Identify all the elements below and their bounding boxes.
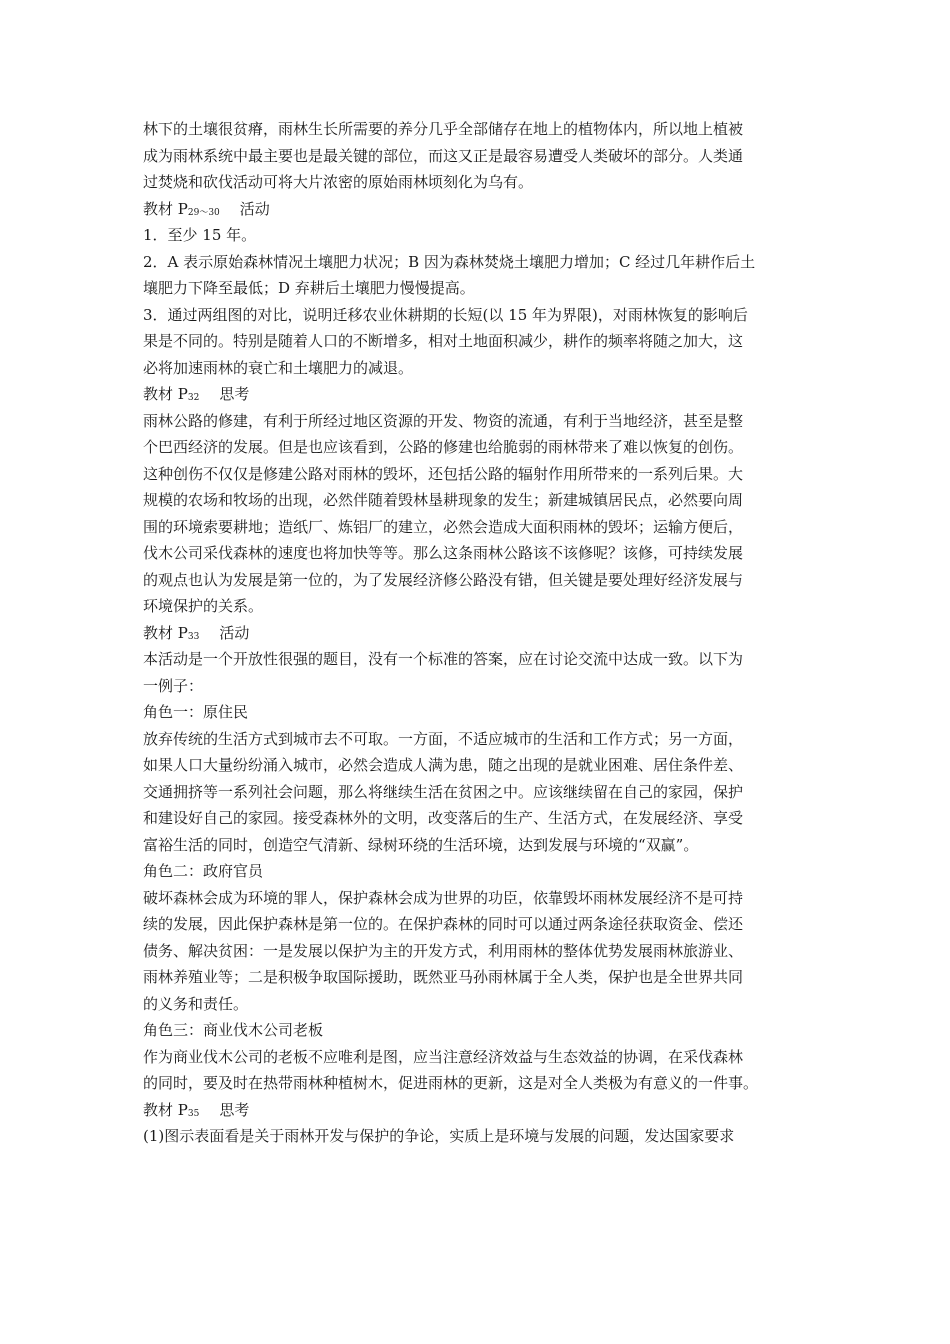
page-number-subscript: 32 — [187, 393, 200, 403]
text-line: 交通拥挤等一系列社会问题，那么将继续生活在贫困之中。应该继续留在自己的家园，保护 — [143, 782, 744, 801]
heading-prefix: 教材 P — [143, 623, 188, 642]
text-line: 成为雨林系统中最主要也是最关键的部位，而这又正是最容易遭受人类破坏的部分。人类通 — [143, 146, 744, 165]
text-line: (1)图示表面看是关于雨林开发与保护的争论，实质上是环境与发展的问题，发达国家要求 — [143, 1127, 735, 1145]
text-line: 规模的农场和牧场的出现，必然伴随着毁林垦耕现象的发生；新建城镇居民点，必然要向周 — [143, 491, 744, 509]
text-line: 的观点也认为发展是第一位的，为了发展经济修公路没有错，但关键是要处理好经济发展与 — [143, 570, 744, 589]
text-line: 角色二：政府官员 — [143, 862, 264, 880]
heading-label: 活动 — [239, 199, 270, 218]
text-line: 壤肥力下降至最低；D 弃耕后土壤肥力慢慢提高。 — [143, 279, 475, 297]
heading-label: 思考 — [219, 1100, 250, 1119]
text-line: 必将加速雨林的衰亡和土壤肥力的减退。 — [143, 358, 414, 377]
section-heading — [143, 1097, 823, 1124]
document-body — [143, 116, 823, 1150]
text-line: 富裕生活的同时，创造空气清新、绿树环绕的生活环境，达到发展与环境的“双赢”。 — [143, 835, 699, 854]
text-line: 作为商业伐木公司的老板不应唯利是图，应当注意经济效益与生态效益的协调，在采伐森林 — [143, 1047, 744, 1066]
text-line: 角色三：商业伐木公司老板 — [143, 1021, 324, 1039]
text-line: 雨林公路的修建，有利于所经过地区资源的开发、物资的流通，有利于当地经济，甚至是整 — [143, 411, 744, 430]
text-line: 和建设好自己的家园。接受森林外的文明，改变落后的生产、生活方式，在发展经济、享受 — [143, 809, 744, 827]
heading-prefix: 教材 P — [143, 199, 188, 218]
page-number-subscript: 29～30 — [187, 207, 220, 218]
text-line: 本活动是一个开放性很强的题目，没有一个标准的答案，应在讨论交流中达成一致。以下为 — [143, 650, 744, 668]
text-line: 果是不同的。特别是随着人口的不断增多，相对土地面积减少，耕作的频率将随之加大，这 — [143, 332, 744, 350]
heading-prefix: 教材 P — [143, 385, 188, 403]
text-line: 围的环境索要耕地；造纸厂、炼铝厂的建立，必然会造成大面积雨林的毁坏；运输方便后， — [143, 517, 744, 536]
text-line: 雨林养殖业等；二是积极争取国际援助，既然亚马孙雨林属于全人类，保护也是全世界共同 — [143, 968, 744, 986]
text-line: 3．通过两组图的对比，说明迁移农业休耕期的长短(以 15 年为界限)，对雨林恢复的影响后 — [143, 305, 748, 324]
page-number-subscript: 33 — [187, 631, 200, 642]
text-line: 的义务和责任。 — [143, 994, 249, 1013]
heading-prefix: 教材 P — [143, 1100, 188, 1119]
text-line: 伐木公司采伐森林的速度也将加快等等。那么这条雨林公路该不该修呢？该修，可持续发展 — [143, 544, 744, 562]
text-line: 放弃传统的生活方式到城市去不可取。一方面，不适应城市的生活和工作方式；另一方面， — [143, 729, 744, 748]
text-line: 2．A 表示原始森林情况土壤肥力状况；B 因为森林焚烧土壤肥力增加；C 经过几年耕作后土 — [143, 252, 756, 271]
text-line: 过焚烧和砍伐活动可将大片浓密的原始雨林顷刻化为乌有。 — [143, 173, 534, 191]
section-heading — [143, 620, 823, 647]
text-line: 1．至少 15 年。 — [143, 226, 257, 244]
text-line: 角色一：原住民 — [143, 703, 249, 721]
page-number-subscript: 35 — [187, 1108, 200, 1119]
text-line: 林下的土壤很贫瘠，雨林生长所需要的养分几乎全部储存在地上的植物体内，所以地上植被 — [143, 120, 744, 138]
text-line: 如果人口大量纷纷涌入城市，必然会造成人满为患，随之出现的是就业困难、居住条件差、 — [143, 756, 744, 774]
section-heading — [143, 381, 823, 408]
section-heading — [143, 196, 823, 223]
heading-label: 活动 — [219, 623, 250, 642]
heading-label: 思考 — [219, 385, 250, 403]
text-line: 债务、解决贫困：一是发展以保护为主的开发方式，利用雨林的整体优势发展雨林旅游业、 — [143, 941, 744, 960]
text-line: 这种创伤不仅仅是修建公路对雨林的毁坏，还包括公路的辐射作用所带来的一系列后果。大 — [143, 464, 744, 483]
text-line: 一例子： — [143, 676, 204, 695]
text-line: 环境保护的关系。 — [143, 597, 264, 615]
text-line: 的同时，要及时在热带雨林种植树木，促进雨林的更新，这是对全人类极为有意义的一件事。 — [143, 1074, 759, 1092]
text-line: 破坏森林会成为环境的罪人，保护森林会成为世界的功臣，依靠毁坏雨林发展经济不是可持 — [143, 888, 744, 907]
text-line: 个巴西经济的发展。但是也应该看到，公路的修建也给脆弱的雨林带来了难以恢复的创伤。 — [143, 438, 744, 456]
text-line: 续的发展，因此保护森林是第一位的。在保护森林的同时可以通过两条途径获取资金、偿还 — [143, 915, 744, 933]
